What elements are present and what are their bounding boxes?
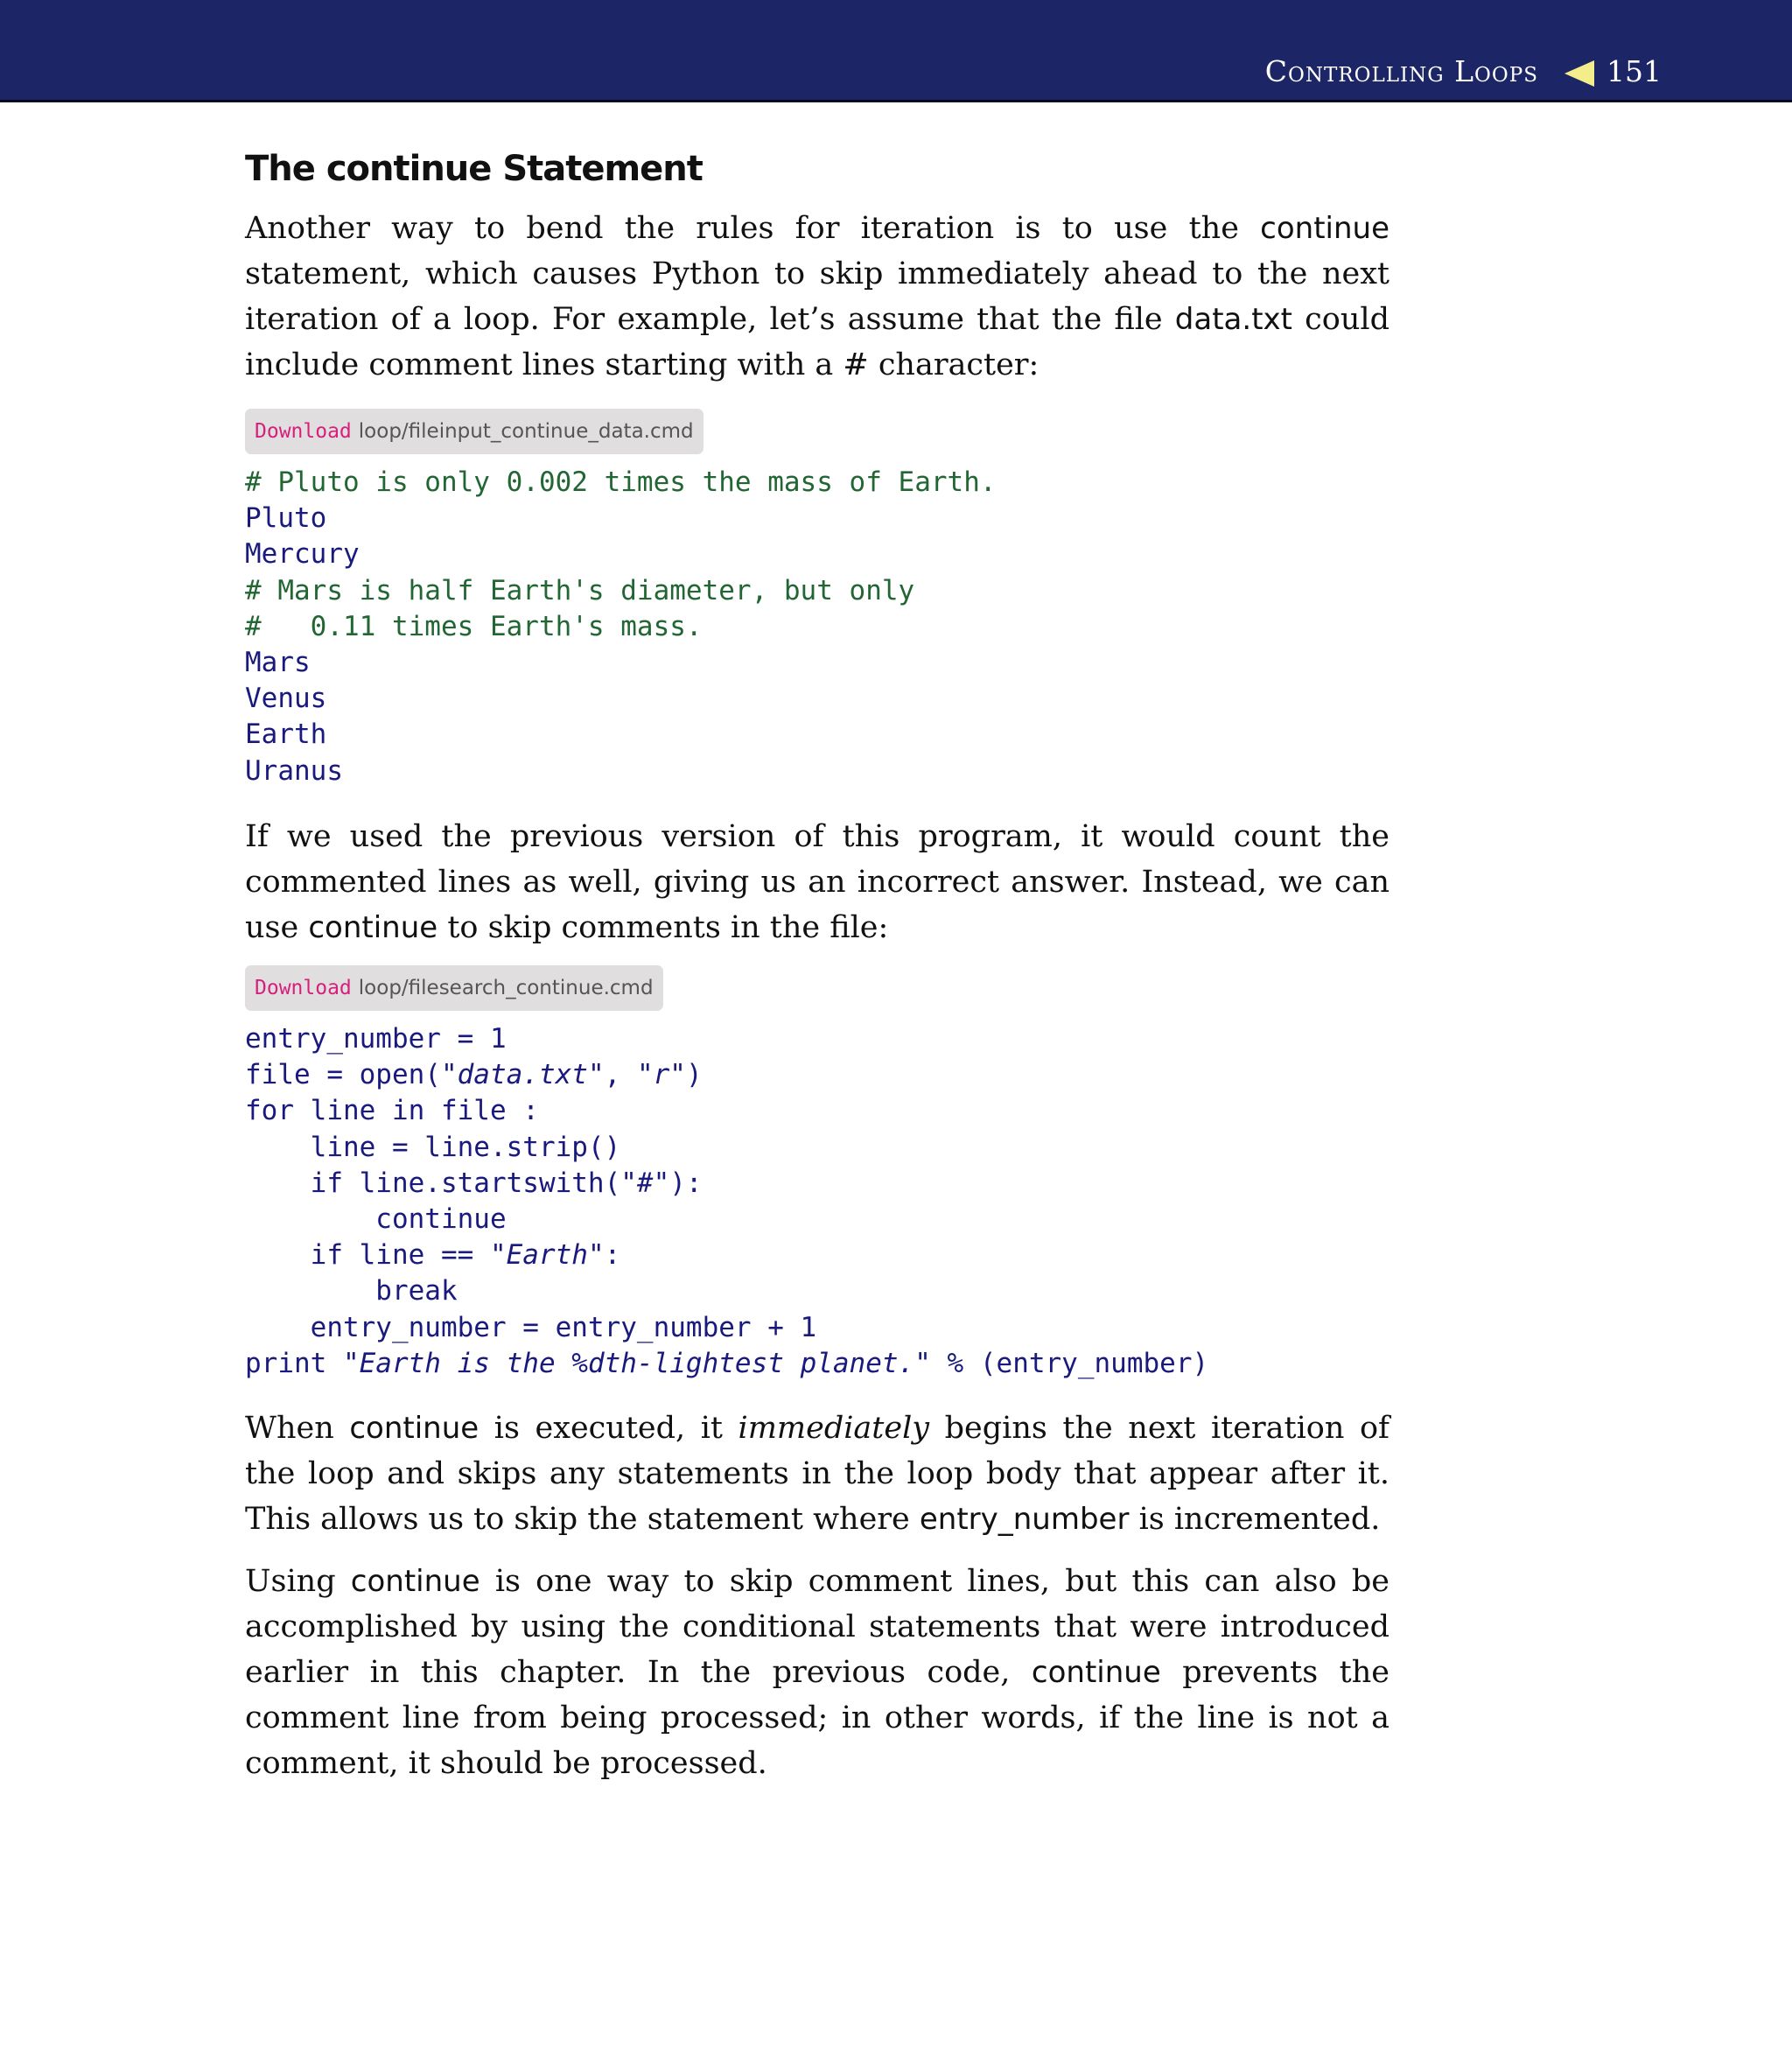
inline-code-continue: continue [1260,211,1390,246]
paragraph-alternative: Using continue is one way to skip comment lines, but this can also be accomplished by using the conditional statements that were introduced earlier in this chapter. In the previous code, continue prevents the comment line from being processed; in other words, if the line is not a comment, it should be processed. [245,1564,1390,1781]
code-line: break [245,1275,458,1307]
download-link-data-file[interactable] [245,409,704,454]
code-line: Mars [245,647,311,679]
inline-code-continue: continue [349,1411,480,1446]
download-label: Download [255,977,352,999]
inline-code-continue: continue [1031,1655,1161,1690]
code-line: if line.startswith("#"): [245,1167,703,1199]
download-link-search-file[interactable] [245,965,663,1011]
code-line: Pluto [245,502,327,535]
page-header [0,0,1792,102]
inline-code-entry-number: entry_number [919,1502,1130,1537]
download-label: Download [255,420,352,443]
code-line: Earth [245,719,327,751]
code-line: for line in file : [245,1095,539,1127]
code-line: entry_number = 1 [245,1023,507,1055]
code-line: Uranus [245,754,343,787]
inline-code-continue: continue [308,910,438,945]
inline-code-filename: data.txt [1174,302,1292,337]
code-line: if line == "Earth": [245,1239,621,1272]
paragraph-intro: Another way to bend the rules for iteration is to use the continue statement, which causes Python to skip immediately ahead to the next iteration of a loop. For example, let’s assume that the file data.txt could include comment lines starting with a # character: [245,211,1390,382]
code-line: print "Earth is the %dth-lightest planet." % (entry_number) [245,1347,1209,1379]
code-line: Mercury [245,538,360,571]
code-line: file = open("data.txt", "r") [245,1059,703,1091]
emphasis: immediately [738,1411,930,1446]
code-line: continue [245,1203,507,1236]
code-line: line = line.strip() [245,1131,621,1163]
code-line: # 0.11 times Earth's mass. [245,610,703,642]
inline-code-continue: continue [350,1564,480,1599]
running-head-title: Controlling Loops [1264,54,1538,88]
code-line: Venus [245,683,327,715]
download-path: loop/filesearch_continue.cmd [358,977,654,999]
paragraph-continue-explained: When continue is executed, it immediately begins the next iteration of the loop and skips any statements in the loop body that appear after it. This allows us to skip the statement where entry_number is incremented. [245,1411,1390,1537]
page-number: 151 [1606,54,1662,88]
previous-page-arrow-icon[interactable] [1564,60,1594,87]
download-path: loop/fileinput_continue_data.cmd [358,420,694,443]
section-heading: The continue Statement [245,149,703,189]
code-block-data-file [245,465,997,789]
code-line: # Mars is half Earth's diameter, but only [245,574,915,606]
code-block-search [245,1021,1208,1382]
code-line: entry_number = entry_number + 1 [245,1311,817,1343]
paragraph-previous-version: If we used the previous version of this program, it would count the commented lines as well, giving us an incorrect answer. Instead, we can use continue to skip comments in the file: [245,819,1390,945]
code-line: # Pluto is only 0.002 times the mass of Earth. [245,466,997,498]
